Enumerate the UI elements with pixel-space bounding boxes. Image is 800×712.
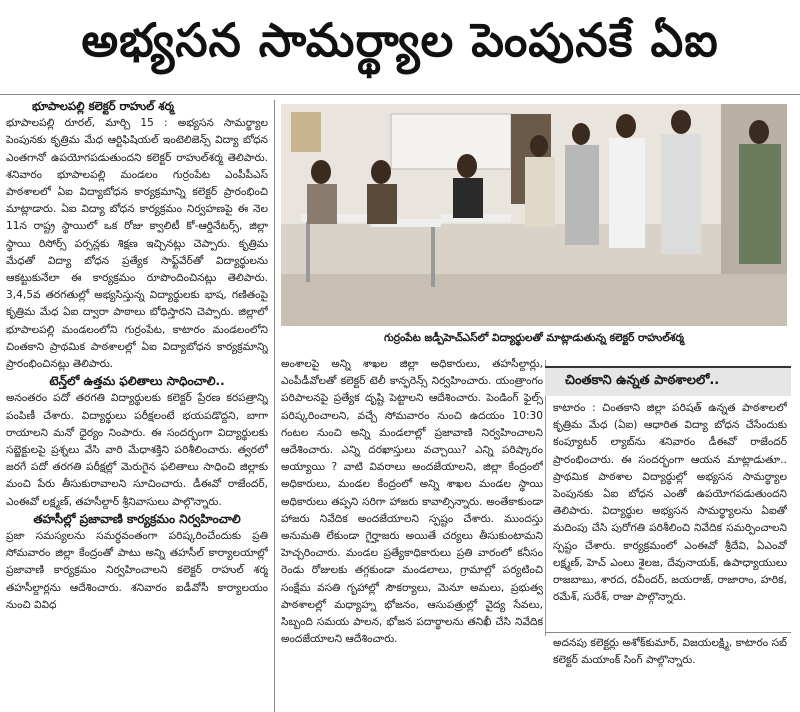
paragraph: ప్రజా సమస్యలను సమర్ధవంతంగా పరిష్కరించేందుకు ప్రతి సోమవారం జిల్లా కేంద్రంతో పాటు అన్ని తహసీల్ కార్యాలయాల్లో ప్రజావాణి కార్యక్రమం నిర్వహించాలని కలెక్టర్ రాహుల్ శర్మ తహసీల్దార్లను ఆదేశించారు. శనివారం ఐడీవోసీ కార్యాలయం నుంచి వివిధ [6,530,268,611]
sidebar-title: చింతకాని ఉన్నత పాఠశాలలో.. [545,366,791,396]
paragraph: అంశాలపై అన్ని శాఖల జిల్లా అధికారులు, తహసీల్దార్లు, ఎంపీడీవోలతో కలెక్టర్ టెలీ కాన్ఫరెన్స్ నిర్వహించారు. యంత్రాంగం పరిపాలనపై ప్రత్యేక దృష్టి పెట్టాలని ఆదేశించారు. పెండింగ్ ఫైల్స్ పరిష్కరించాలని, వచ్చే సోమవారం నుంచి ఉదయం 10:30 గంటల నుంచి అన్ని మండలాల్లో ప్రజావాణి నిర్వహించాలని ఆదేశించారు. ఎన్ని దరఖాస్తులు వచ్చాయి? ఎన్ని పరిష్కారం అయ్యాయి ? వాటి వివరాలు అందజేయాలని, జిల్లా కేంద్రంలో అధికారులు, మండల కేంద్రంలో అన్ని శాఖల మండల స్థాయి అధికారులు తప్పని సరిగా హాజరు కావాల్సిన్నారు. అంతేకాకుండా హాజరు నివేదిక అందజేయాలని స్పష్టం చేశారు. ముందస్తు అనుమతి లేకుండా గైర్హాజరు అయితే చర్యలు తీసుకుంటామని హెచ్చరించారు. మండల ప్రత్యేకాధికారులు ప్రతి వారంలో కనీసం రెండు రోజులకు తగ్గకుండా మండలాలు, గ్రామాల్లో పర్యటించి సంక్షేమ వసతి గృహాల్లో సౌకర్యాలు, మెనూ అమలు, ప్రభుత్వ పాఠశాలల్లో మధ్యాహ్న భోజనం, ఆసుపత్రుల్లో వైద్య సేవలు, సిబ్బంది సమయ పాలన, భోజన పదార్థాలను తనిఖీ చేసి నివేదిక అందజేయాలని ఆదేశించారు. [281,358,543,646]
headline: అభ్యసన సామర్థ్యాల పెంపునకే ఏఐ [81,13,719,67]
paragraph: కాటారం : చింతకాని జిల్లా పరిషత్ ఉన్నత పాఠశాలలో కృత్రిమ మేధ (ఏఐ) ఆధారిత విద్యా బోధన చేసేందుకు కంప్యూటర్ ల్యాబ్‌ను శనివారం డీఈవో రాజేందర్ ప్రారంభించారు. ఈ సందర్భంగా ఆయన మాట్లాడుతూ.. ప్రాథమిక పాఠశాల విద్యార్థుల్లో అభ్యసన సామర్థ్యాల పెంపునకు ఏఐ బోధన ఎంతో ఉపయోగపడుతుందని తెలిపారు. విద్యార్థుల అభ్యసన సామర్థ్యాలను ఏఐతో మదింపు చేసి పురోగతి పరిశీలించి నివేదిక సమర్పించాలని స్పష్టం చేశారు. కార్యక్రమంలో ఎంఈవో శ్రీదేవి, ఏఎంవో లక్ష్మణ్, హెచ్ ఎంలు శైలజ, దేవునాయక్, ఉపాధ్యాయులు రాజబాబు, శారద, రవీందర్, జయరాజ్, రాజారాం, హరిక, రమేశ్, సురేశ్, రాజు పాల్గొన్నారు. [553,402,787,604]
paragraph: అదనపు కలెక్టర్లు అశోక్‌కుమార్, విజయలక్ష్మి, కాటారం సబ్ కలెక్టర్ మయాంక్ సింగ్ పాల్గొన్నారు. [553,637,787,667]
paragraph: అనంతరం పదో తరగతి విద్యార్థులకు కలెక్టర్ ప్రేరణ కరపత్రాన్ని పంపిణీ చేశారు. విద్యార్థులు పరీక్షలంటే భయపడొద్దని, బాగా రాయాలని మనో ధైర్యం నింపారు. ఈ సందర్భంగా విద్యార్థులకు సబ్జెక్టులపై ప్రశ్నలు వేసి వారి మేధాశక్తిని పరిశీలించారు. త్వరలో జరగే పదో తరగతి పరీక్షల్లో మెరుగైన ఫలితాలు సాధించి జిల్లాకు మంచి పేరు తీసుకురావాలని సూచించారు. డీఈవో రాజేందర్, ఎంఈవో లక్ష్మణ్, తహసీల్దార్ శ్రీనివాసులు పాల్గొన్నారు. [6,392,268,508]
subheading: తహసీల్లో ప్రజావాణి కార్యక్రమం నిర్వహించాలి [33,511,241,526]
article-column-3-continuation [553,635,787,675]
news-photo [281,104,787,326]
sidebar-body [553,400,787,630]
sidebar-bottom-rule [545,632,791,633]
top-rule [0,94,800,95]
subheading: టెన్త్‌లో ఉత్తమ ఫలితాలు సాధించాలి.. [49,374,225,389]
article-column-1 [6,98,268,710]
column-divider [274,100,275,712]
paragraph: భూపాలపల్లి రూరల్, మార్చి 15 : అభ్యసన సామర్థ్యాల పెంపునకు కృత్రిమ మేధ ఆర్టిఫిషియల్ ఇంటెలిజెన్స్ విద్యా బోధన ఎంతగానో ఉపయోగపడుతుందని కలెక్టర్ రాహుల్‌శర్మ తెలిపారు. శనివారం భూపాలపల్లి మండలం గుర్రంపేట ఎంపీపీఎస్ పాఠశాలలో ఏఐ విద్యాబోధన కార్యక్రమాన్ని కలెక్టర్ ప్రారంభించి మాట్లాడారు. ఏఐ విద్యా బోధన కార్యక్రమం నిర్వహణపై ఈ నెల 11న రాష్ట్ర స్థాయిలో ఒక రోజు క్వాలిటీ కో-ఆర్డినేటర్స్, జిల్లా స్థాయి రిసోర్స్ పర్సన్లకు శిక్షణ ఇచ్చినట్లు చెప్పారు. కృత్రిమ మేధతో విద్యా బోధన ప్రత్యేక సాఫ్ట్‌వేర్‌తో విద్యార్థులను ఆకట్టుకునేలా ఈ కార్యక్రమం రూపొందించినట్లు తెలిపారు. 3,4,5వ తరగతుల్లో అభ్యసిస్తున్న విద్యార్థులకు భాష, గణితంపై కృత్రిమ మేధ ఏఐ ద్వారా పాఠాలు బోధిస్తారని చెప్పారు. జిల్లాలో భూపాలపల్లి మండలంలోని గుర్రంపేట, కాటారం మండలంలోని చింతకాని ప్రాథమిక పాఠశాలల్లో ఏఐ విద్యాబోధన కార్యక్రమాన్ని ప్రారంభించినట్లు తెలిపారు. [6,117,268,371]
classroom-photo-illustration [281,104,787,326]
photo-caption: గుర్రంపేట జడ్పీహెచ్ఎస్‌లో విద్యార్థులతో మాట్లాడుతున్న కలెక్టర్ రాహుల్‌శర్మ [383,332,685,344]
byline: భూపాలపల్లి కలెక్టర్ రాహుల్ శర్మ [32,99,174,113]
article-column-2 [281,356,543,712]
